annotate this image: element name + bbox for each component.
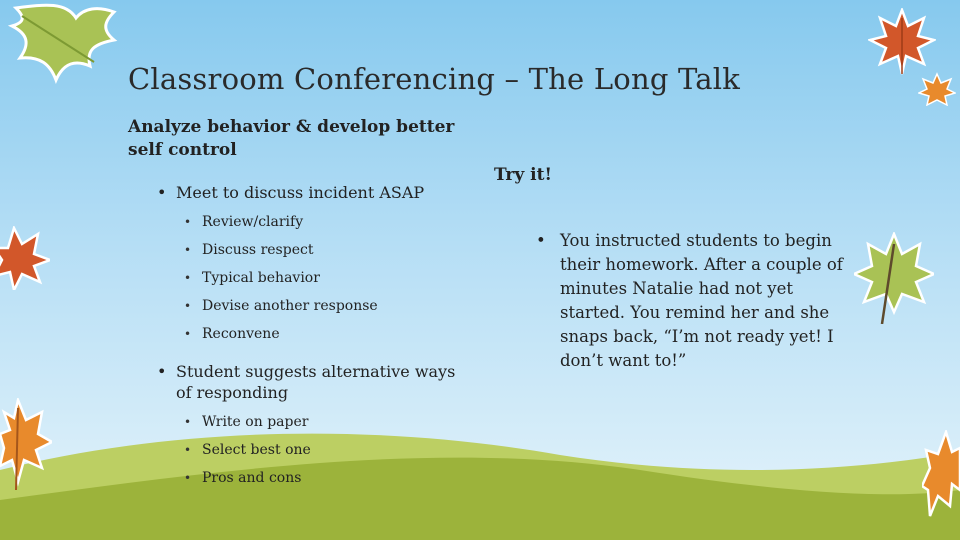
student-subitems xyxy=(128,413,473,487)
right-column xyxy=(494,164,844,373)
green-leaf-icon xyxy=(6,0,126,95)
left-column xyxy=(128,116,473,487)
bullet-meet: • Meet to discuss incident ASAP xyxy=(128,182,473,203)
red-leaf-icon xyxy=(0,226,50,290)
subitem-devise: • Devise another response xyxy=(128,297,473,315)
left-bullet-list xyxy=(128,182,473,203)
orange-leaf-bottom-right-icon xyxy=(922,430,960,530)
bullet-student: • Student suggests alternative ways of responding xyxy=(128,361,473,403)
meet-subitems xyxy=(128,213,473,343)
subitem-pros: • Pros and cons xyxy=(128,469,473,487)
subitem-typical: • Typical behavior xyxy=(128,269,473,287)
subitem-reconvene: • Reconvene xyxy=(128,325,473,343)
subitem-review: • Review/clarify xyxy=(128,213,473,231)
green-leaf-right-icon xyxy=(854,232,934,324)
subitem-write: • Write on paper xyxy=(128,413,473,431)
slide-title: Classroom Conferencing – The Long Talk xyxy=(128,62,741,96)
orange-leaf-icon xyxy=(868,8,936,76)
orange-leaf-left-icon xyxy=(0,398,52,490)
scenario-bullet: • You instructed students to begin their homework. After a couple of minutes Natalie had not yet started. You remind her and she snaps back, “I’m not ready yet! I don’t want to!” xyxy=(494,229,844,373)
right-bullet-list xyxy=(494,229,844,373)
subitem-select: • Select best one xyxy=(128,441,473,459)
subitem-respect: • Discuss respect xyxy=(128,241,473,259)
small-orange-leaf-icon xyxy=(918,72,956,106)
left-heading: Analyze behavior & develop better self control xyxy=(128,117,455,160)
try-it-heading: Try it! xyxy=(494,165,552,185)
left-bullet-list-2 xyxy=(128,361,473,403)
